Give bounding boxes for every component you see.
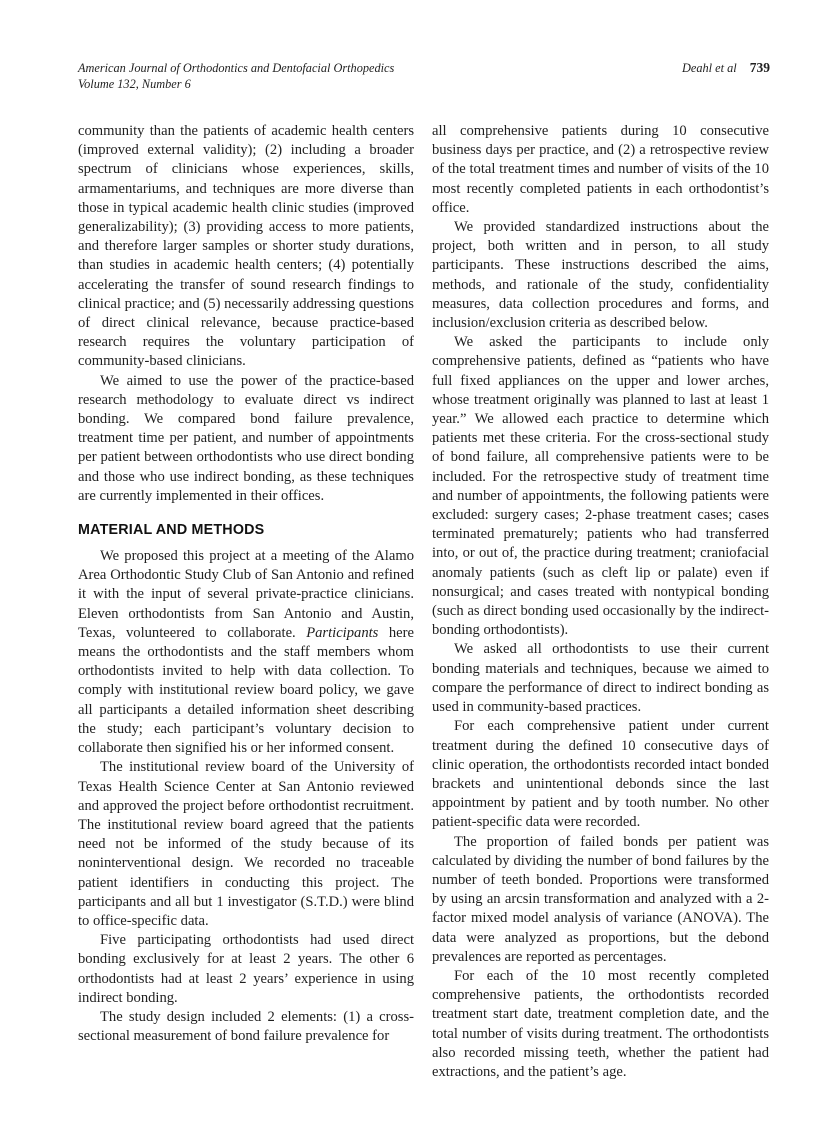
section-heading: MATERIAL AND METHODS <box>78 522 265 539</box>
running-head-right <box>682 60 770 76</box>
paragraph: We asked the participants to include only comprehensive patients, defined as “patients who have full fixed appliances on the upper and lower arches, whose treatment originally was planned to last at least 1 year.” We allowed each practice to determine which patients met these criteria. For the cross-sectional study of bond failure, all comprehensive patients were to be included. For the retrospective study of treatment time and number of appointments, the following patients were excluded: surgery cases; 2-phase treatment cases; cases terminated prematurely; patients who had transferred into, or out of, the practice during treatment; craniofacial anomaly patients (such as cleft lip or palate) even if nonsurgical; and cases treated with nontypical bonding (such as direct bonding used occasionally by the indirect-bonding orthodontists). <box>432 334 769 639</box>
paragraph: We provided standardized instructions about the project, both written and in person, to all study participants. These instructions described the aims, methods, and rationale of the study, confidentiality measures, data collection procedures and forms, and inclusion/exclusion criteria as described below. <box>432 219 769 332</box>
paragraph: We aimed to use the power of the practice-based research methodology to evaluate direct vs indirect bonding. We compared bond failure prevalence, treatment time per patient, and number of appointments per patient between orthodontists who use direct bonding and those who use indirect bonding, as these techniques are currently implemented in their offices. <box>78 372 414 504</box>
paragraph: We proposed this project at a meeting of the Alamo Area Orthodontic Study Club of San Antonio and refined it with the input of several private-practice clinicians. Eleven orthodontists from San Antonio and Austin, Texas, volunteered to collaborate. Participants here means the orthodontists and the staff members whom orthodontists invited to help with data collection. To comply with institutional review board policy, we gave all participants a detailed information sheet describing the study; each participant’s voluntary decision to collaborate then signified his or her informed consent. <box>78 548 414 757</box>
paragraph: all comprehensive patients during 10 consecutive business days per practice, and (2) a retrospective review of the total treatment times and number of visits of the 10 most recently completed patients in each orthodontist’s office. <box>432 123 769 216</box>
journal-title: American Journal of Orthodontics and Dentofacial Orthopedics <box>78 61 395 75</box>
page-number: 739 <box>749 60 770 75</box>
left-column <box>78 122 414 1082</box>
running-header <box>78 60 770 92</box>
paragraph: We asked all orthodontists to use their current bonding materials and techniques, because we aimed to compare the performance of direct to indirect bonding as used in community-based practices. <box>432 641 769 716</box>
article-body <box>78 122 769 1082</box>
paragraph: The study design included 2 elements: (1) a cross-sectional measurement of bond failure prevalence for <box>78 1008 414 1045</box>
journal-volume-line: Volume 132, Number 6 <box>78 77 191 91</box>
paragraph: For each comprehensive patient under current treatment during the defined 10 consecutive days of clinic operation, the orthodontists recorded intact bonded brackets and unintentional debonds since the last appointment by patient and by tooth number. No other patient-specific data were recorded. <box>432 718 769 831</box>
paragraph: For each of the 10 most recently completed comprehensive patients, the orthodontists recorded treatment start date, treatment completion date, and the total number of visits during treatment. The orthodontists also recorded missing teeth, whether the patient had extractions, and the patient’s age. <box>432 967 769 1080</box>
journal-title-block <box>78 60 394 92</box>
paragraph: The proportion of failed bonds per patient was calculated by dividing the number of bond failures by the number of teeth bonded. Proportions were transformed by using an arcsin transformation and analyzed with a 2-factor mixed model analysis of variance (ANOVA). The data were analyzed as proportions, but the debond prevalences are reported as percentages. <box>432 833 769 965</box>
paragraph: The institutional review board of the University of Texas Health Science Center at San Antonio reviewed and approved the project before orthodontist recruitment. The institutional review board agreed that the patients need not be informed of the study because of its noninterventional design. We recorded no traceable patient identifiers in conducting this project. The participants and all but 1 investigator (S.T.D.) were blind to office-specific data. <box>78 759 414 929</box>
right-column <box>432 122 769 1082</box>
paragraph: community than the patients of academic health centers (improved external validity); (2) including a broader spectrum of clinicians whose experiences, skills, armamentariums, and techniques are more diverse than those in typical academic health clinic studies (improved generalizability); (3) providing access to more patients, and therefore larger samples or shorter study durations, than studies in academic health centers; (4) potentially accelerating the transfer of sound research findings to clinical practice; and (5) necessarily addressing questions of direct clinical relevance, because practice-based research requires the voluntary participation of community-based clinicians. <box>78 123 414 370</box>
running-head-authors: Deahl et al <box>682 61 737 75</box>
paragraph: Five participating orthodontists had used direct bonding exclusively for at least 2 years. The other 6 orthodontists had at least 2 years’ experience in using indirect bonding. <box>78 932 414 1006</box>
